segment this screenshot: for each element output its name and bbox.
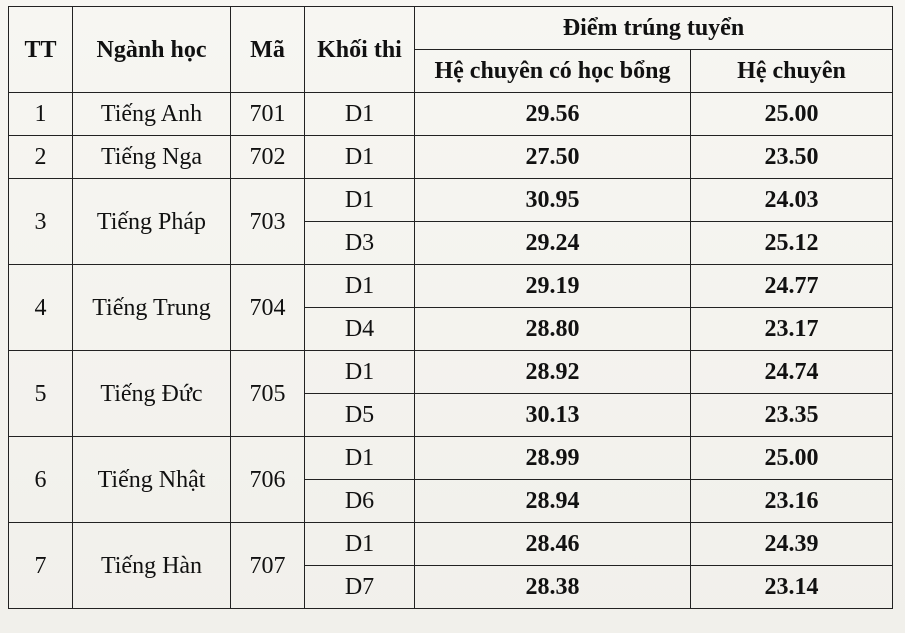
row-major-name: Tiếng Nhật: [73, 437, 231, 523]
row-major-code: 701: [231, 93, 305, 136]
row-score-specialized: 24.74: [691, 351, 893, 394]
row-major-name: Tiếng Anh: [73, 93, 231, 136]
row-exam-block: D1: [305, 523, 415, 566]
header-score-specialized: Hệ chuyên: [691, 50, 893, 93]
row-score-specialized: 24.39: [691, 523, 893, 566]
row-exam-block: D1: [305, 351, 415, 394]
row-exam-block: D7: [305, 566, 415, 609]
row-exam-block: D1: [305, 437, 415, 480]
row-exam-block: D1: [305, 179, 415, 222]
row-major-code: 706: [231, 437, 305, 523]
table-row: [9, 93, 893, 136]
header-block: Khối thi: [305, 7, 415, 93]
header-code: Mã: [231, 7, 305, 93]
row-exam-block: D1: [305, 93, 415, 136]
row-exam-block: D4: [305, 308, 415, 351]
table-row: [9, 351, 893, 394]
row-tt: 3: [9, 179, 73, 265]
row-score-scholarship: 29.56: [415, 93, 691, 136]
row-tt: 6: [9, 437, 73, 523]
row-tt: 4: [9, 265, 73, 351]
row-score-scholarship: 28.99: [415, 437, 691, 480]
row-score-specialized: 24.77: [691, 265, 893, 308]
row-exam-block: D6: [305, 480, 415, 523]
table-row: [9, 265, 893, 308]
row-score-scholarship: 27.50: [415, 136, 691, 179]
row-major-code: 704: [231, 265, 305, 351]
row-major-code: 707: [231, 523, 305, 609]
row-major-code: 705: [231, 351, 305, 437]
row-major-name: Tiếng Hàn: [73, 523, 231, 609]
row-exam-block: D3: [305, 222, 415, 265]
row-score-specialized: 23.14: [691, 566, 893, 609]
row-score-specialized: 24.03: [691, 179, 893, 222]
row-score-specialized: 23.16: [691, 480, 893, 523]
row-major-name: Tiếng Pháp: [73, 179, 231, 265]
row-major-code: 702: [231, 136, 305, 179]
table-row: [9, 523, 893, 566]
row-score-specialized: 23.35: [691, 394, 893, 437]
row-major-name: Tiếng Nga: [73, 136, 231, 179]
admission-scores-table: [8, 6, 893, 609]
row-score-scholarship: 29.24: [415, 222, 691, 265]
row-tt: 2: [9, 136, 73, 179]
table-row: [9, 437, 893, 480]
row-score-scholarship: 28.80: [415, 308, 691, 351]
row-major-code: 703: [231, 179, 305, 265]
row-score-scholarship: 28.46: [415, 523, 691, 566]
row-score-scholarship: 30.95: [415, 179, 691, 222]
row-score-specialized: 25.00: [691, 93, 893, 136]
row-major-name: Tiếng Trung: [73, 265, 231, 351]
row-tt: 7: [9, 523, 73, 609]
row-score-specialized: 25.12: [691, 222, 893, 265]
header-tt: TT: [9, 7, 73, 93]
row-score-specialized: 23.50: [691, 136, 893, 179]
row-tt: 5: [9, 351, 73, 437]
header-score-group: Điểm trúng tuyển: [415, 7, 893, 50]
row-score-scholarship: 28.92: [415, 351, 691, 394]
table-header: [9, 7, 893, 93]
row-tt: 1: [9, 93, 73, 136]
table-body: [9, 93, 893, 609]
row-score-specialized: 23.17: [691, 308, 893, 351]
row-exam-block: D1: [305, 265, 415, 308]
row-score-specialized: 25.00: [691, 437, 893, 480]
row-score-scholarship: 28.38: [415, 566, 691, 609]
row-major-name: Tiếng Đức: [73, 351, 231, 437]
row-score-scholarship: 29.19: [415, 265, 691, 308]
header-score-scholarship: Hệ chuyên có học bổng: [415, 50, 691, 93]
table-row: [9, 179, 893, 222]
header-major: Ngành học: [73, 7, 231, 93]
table-row: [9, 136, 893, 179]
row-exam-block: D5: [305, 394, 415, 437]
row-score-scholarship: 30.13: [415, 394, 691, 437]
row-exam-block: D1: [305, 136, 415, 179]
row-score-scholarship: 28.94: [415, 480, 691, 523]
